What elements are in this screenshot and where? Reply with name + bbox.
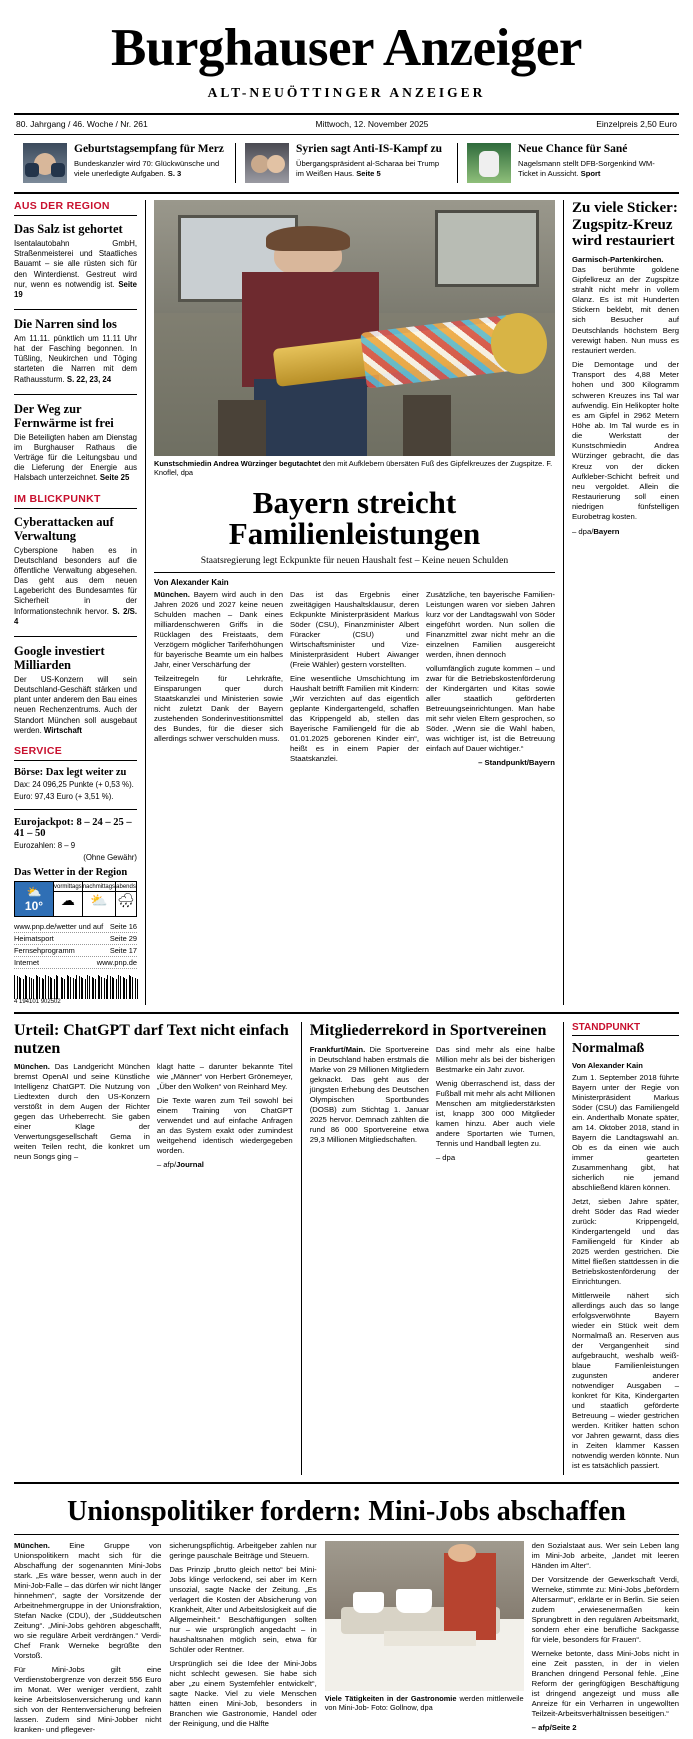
lead-photo [154, 200, 555, 456]
teaser-body [74, 159, 226, 178]
weather-temp-value: 10° [24, 899, 44, 914]
dateline [14, 115, 679, 134]
teaser-body-text: Übergangspräsident al-Scharaa bei Trump im Weißen Haus. [296, 158, 440, 178]
paragraph: Das Prinzip „brutto gleich netto“ bei Mini-Jobs klinge verlockend, sei aber im Kern unsozial, sagte Nacke der Zeitung. „Es verlagert die Kosten der Absicherung von Krankheit, Alter und Arbeitslosigkeit auf die Allgemeinheit.“ Beschäftigungen sollten nur – wie ursprünglich angedacht – in haushaltsnahen möglich sein, etwa für Schüler oder Rentner. [169, 1564, 317, 1654]
barcode [14, 975, 137, 999]
caption-rest: werden mittlerweile von Mini-Job- [324, 1693, 524, 1712]
standpunkt-byline: Von Alexander Kain [572, 1061, 643, 1071]
paragraph: München. Bayern wird auch in den Jahren 2026 und 2027 keine neuen Schulden machen – Dank eines milliardenschweren Griffs in die Rücklagen des Freistaats, dem Verzögern möglicher Tariferhöhungen für bayerische Beamte um ein halbes Jahr, einer Verschärfung der [154, 590, 283, 670]
page-title: Burghauser Anzeiger [111, 19, 582, 77]
teaser-item[interactable] [235, 143, 457, 183]
story-body [310, 1045, 555, 1163]
lead-byline: Von Alexander Kain [154, 578, 229, 588]
paragraph: Ursprünglich sei die Idee der Mini-Jobs nicht schlecht gewesen. Sie habe sich aber „zu einem Systemfehler entwickelt“, sagte Nacke. Viel zu viele Menschen hätten einen Mini-Job, besonders in Branchen wie Gastronomie, Handel oder der Reinigung, und die Hälfte [169, 1658, 317, 1728]
paragraph: Teilzeitregeln für Lehrkräfte, Einsparungen quer durch Staatskanzlei und Ministerien sowie nicht zuletzt Dank der Bayern zustehenden Sonderinvestitionsmittel des Bundes, für die dieser sich allerdings schwer verschulden muss. [154, 674, 283, 744]
link-page: www.pnp.de [96, 958, 137, 968]
weather-col-label: nachmittags [82, 884, 116, 891]
list-item[interactable] [14, 933, 137, 945]
masthead [14, 0, 679, 101]
lead-body-col2 [290, 590, 419, 772]
service-headline: Eurojackpot: 8 – 24 – 25 – 41 – 50 [14, 817, 132, 839]
bottom-body [14, 1541, 679, 1739]
story-sportvereine[interactable] [301, 1022, 555, 1475]
paragraph: München. Eine Gruppe von Unionspolitikern macht sich für die Abschaffung der sogenannten Mini-Jobs stark. „Es wäre besser, wenn auch in der Mini-Job-Falle – das dürfen wir nicht länger hinnehmen“, sagte der Vorsitzende der Arbeitnehmergruppe in der Unionsfraktion, Stefan Nacke (CDU), der „Süddeutschen Zeitung“. „Mini-Jobs gehören abgeschafft, wo sie reguläre Arbeit verdrängen.“ Verdi-Chef Frank Werneke begrüßte den Vorstoß. [14, 1540, 162, 1660]
paragraph: Für Mini-Jobs gilt eine Verdienstobergrenze von derzeit 556 Euro im Monat. Wer weniger verdient, zahlt keine Arbeitslosenversicherung und kann sich von der Rentenversicherung befreien lassen. Zudem sind Mini-Jobber nicht kranken- und pflegever- [14, 1664, 162, 1734]
teaser-body-text: Bundeskanzler wird 70: Glückwünsche und viele unerledigte Aufgaben. [74, 158, 220, 178]
brief-page-ref[interactable]: Seite 25 [99, 473, 130, 483]
link-label: Internet [14, 958, 40, 968]
link-page: Seite 16 [109, 922, 137, 932]
brief-page-ref[interactable]: Seite 19 [14, 279, 137, 299]
brief-body [14, 334, 137, 385]
dateline-issue: 80. Jahrgang / 46. Woche / Nr. 261 [16, 119, 148, 129]
teaser-strip [14, 135, 679, 192]
link-page: Seite 29 [109, 934, 137, 944]
link-page: Seite 17 [109, 946, 137, 956]
divider [14, 809, 137, 810]
standpunkt-column [563, 1022, 679, 1475]
links-list [14, 921, 137, 969]
weather-headline: Das Wetter in der Region [14, 867, 128, 879]
lead-subheadline: Staatsregierung legt Eckpunkte für neuen Haushalt fest – Keine neuen Schulden [200, 555, 509, 567]
lead-headline: Bayern streicht Familienleistungen [228, 484, 481, 552]
section-header-standpunkt: STANDPUNKT [572, 1022, 679, 1036]
brief-headline: Der Weg zur Fernwärme ist frei [14, 401, 114, 430]
paragraph: vollumfänglich zugute kommen – und zwar für die Betriebskostenförderung der Kindergärten und Kitas sowie aller staatlich geförderten Betreuungseinrichtungen. Man habe mit sehr vielen Eltern gesprochen, so Söder. „Wenn sie die Wahl haben, was wichtiger ist, ist die Betreuung einfach auf Dauer wichtiger.“ [426, 664, 555, 754]
teaser-body [296, 159, 448, 178]
teaser-thumbnail [467, 143, 511, 183]
teaser-body-text: Nagelsmann stellt DFB-Sorgenkind WM-Ticket in Aussicht. [518, 158, 655, 178]
paragraph: Zusätzliche, ten bayerische Familien-Leistungen waren vor sieben Jahren kurz vor der Landtagswahl von Söder eingeführt worden. Nun sollen die Finanzmittel zwar nicht mehr an die einzelnen Familien ausgereicht werden, ihnen dennoch [426, 590, 555, 660]
photo-credit: F. Knoflel, dpa [154, 459, 553, 478]
teaser-page-ref[interactable]: Seite 5 [356, 168, 381, 178]
link-label: www.pnp.de/wetter und auf [14, 922, 104, 932]
weather-widget[interactable] [14, 867, 137, 917]
brief-text: Am 11.11. pünktlich um 11.11 Uhr hat der Fasching begonnen. In Tüßling, Neukirchen und Töging starteten die Narren mit dem Rathaussturm. [14, 334, 137, 384]
secondary-stories [14, 1014, 679, 1475]
paragraph: – dpa/Bayern [572, 526, 620, 536]
divider [154, 572, 555, 573]
brief-item[interactable] [14, 402, 137, 484]
teaser-headline: Syrien sagt Anti-IS-Kampf zu [296, 143, 442, 155]
left-sidebar [14, 200, 146, 1005]
section-header-service: SERVICE [14, 745, 137, 761]
paragraph: – dpa [435, 1152, 456, 1162]
paragraph: Der Vorsitzende der Gewerkschaft Verdi, Werneke, stimmte zu: Mini-Jobs „befördern Altersarmut“, erklärte er in Berlin. Sie seien zudem „erwiesenermaßen kein Sprungbrett in den regulären Arbeitsmarkt, sondern eher eine berufliche Sackgasse für viele, besonders für Frauen“. [531, 1574, 680, 1644]
lead-photo-wrap [154, 200, 555, 478]
brief-headline: Das Salz ist gehortet [14, 222, 123, 236]
brief-item[interactable] [14, 317, 137, 385]
teaser-headline: Geburtstagsempfang für Merz [74, 143, 224, 155]
photo-credit: Foto: Gollnow, dpa [371, 1703, 433, 1712]
service-line: Eurozahlen: 8 – 9 [14, 841, 76, 850]
paragraph: den Sozialstaat aus. Wer sein Leben lang im Mini-Job arbeite, „landet mit leeren Händen im Alter“. [531, 1540, 680, 1570]
weather-col-label: abends [116, 884, 136, 891]
link-label: Heimatsport [14, 934, 54, 944]
caption-bold: Kunstschmiedin Andrea Würzinger begutachtet [154, 459, 321, 468]
section-header-region: AUS DER REGION [14, 200, 137, 216]
bottom-story [14, 1484, 679, 1738]
lead-story [146, 200, 563, 1005]
link-label: Fernsehprogramm [14, 946, 75, 956]
service-item-eurojackpot[interactable] [14, 817, 137, 863]
brief-body [14, 675, 137, 736]
divider [14, 394, 137, 395]
barcode-number: 4 194101 902502 [14, 999, 61, 1006]
caption-rest: den mit Aufklebern übersäten Fuß des Gipfelkreuzes der Zugspitze. [320, 459, 545, 468]
bottom-photo [325, 1541, 524, 1691]
paragraph: Die Texte waren zum Teil sowohl bei einem Training von ChatGPT verwendet und auf einfache Anfragen an das System exakt oder zumindest weitgehend identisch wiedergegeben worden. [156, 1095, 293, 1155]
story-headline: Urteil: ChatGPT darf Text nicht einfach nutzen [14, 1022, 289, 1057]
paragraph: München. Das Landgericht München bremst OpenAI und seine Künstliche Intelligenz ChatGPT. Die Nutzung von Liedtexten durch den US-Konzern verstößt in dem Augen der Richter gegen das Urheberrecht. Sie gaben einer Klage der Verwertungsgesellschaft Gema in weiten Teilen recht, die konkret um neun Songs ging – [14, 1061, 150, 1161]
teaser-item[interactable] [14, 143, 235, 183]
paragraph: Mittlerweile nähert sich allerdings auch das so lange erfolgsverwöhnte Bayern wieder ein Stück weit dem Normalmaß an. Reserven aus der Vergangenheit sind aufgebraucht, weshalb weiß-blaue Familienleistungen zugunsten anderer notwendiger Ausgaben – konkret für Kita, Kindergarten und staatlich geförderte Betreuung – wieder gestrichen werden. Kritiker hatten schon vor Jahren gewarnt, dass dies in Zeiten klammer Kassen notwendig werden könnte. Nun ist es tatsächlich passiert. [572, 1291, 679, 1471]
main-content [14, 194, 679, 1005]
masthead-subtitle: ALT-NEUÖTTINGER ANZEIGER [207, 85, 486, 100]
weather-col-evening [115, 882, 136, 916]
sun-cloud-icon: ⛅ [26, 885, 42, 900]
story-body [14, 1062, 293, 1170]
teaser-thumbnail [23, 143, 67, 183]
brief-page-ref[interactable]: S. 22, 23, 24 [66, 374, 112, 384]
divider [14, 636, 137, 637]
paragraph: Zum 1. September 2018 führte Bayern unter der Regie von Ministerpräsident Markus Söder (CSU) das Familiengeld ein. Anderthalb Monate später, am 14. Oktober 2018, stand in Bayern die Landtagswahl an. Ob es da einen wie auch immer gearteten Zusammenhang gibt, hat sicherlich nie jemand abschließend klären können. [572, 1073, 679, 1193]
brief-body [14, 546, 137, 627]
lead-body [154, 590, 555, 772]
teaser-page-ref[interactable]: S. 3 [167, 168, 182, 178]
paragraph: Eine wesentliche Umschichtung im Haushalt betrifft Familien mit Kindern: „Wir verzichten auf das eigentlich geplante Kindergartengeld, schaffen das Krippengeld ab, stellen das Bayerische Familiengeld für die ab 01.01.2025 geborenen Kinder ein“, heißt es in einem Papier der Staatskanzlei. [290, 674, 419, 764]
brief-headline: Google investiert Milliarden [14, 643, 105, 672]
divider [14, 309, 137, 310]
cloud-icon: ☁ [60, 892, 75, 909]
paragraph: Werneke betonte, dass Mini-Jobs nicht in eine Zeit passten, in der in vielen Branchen dringend Personal fehle. „Eine Reform der geringfügigen Beschäftigung ist dringend angezeigt und muss alle Anreize für ein Verharren in ungewollten Teilzeit-Arbeitsverhältnissen beseitigen.“ [531, 1648, 680, 1718]
caption-bold: Viele Tätigkeiten in der Gastronomie [324, 1693, 457, 1703]
teaser-page-ref[interactable]: Sport [580, 168, 601, 178]
brief-body [14, 239, 137, 300]
bottom-photo-caption [325, 1691, 524, 1713]
sidebar-story-headline: Zu viele Sticker: Zugspitz-Kreuz wird restauriert [572, 200, 678, 249]
standpunkt-body [572, 1073, 679, 1471]
brief-page-ref[interactable]: S. 2/S. 4 [14, 606, 138, 626]
paragraph: sicherungspflichtig. Arbeitgeber zahlen nur geringe pauschale Beiträge und Steuern. [169, 1540, 317, 1560]
bottom-headline: Unionspolitiker fordern: Mini-Jobs abschaffen [67, 1496, 626, 1528]
brief-text: Die Beteiligten haben am Dienstag im Burghauser Rathaus die Verträge für die Leitungsbau und die Lieferung der Energie aus Halsbach unterzeichnet. [14, 432, 137, 483]
paragraph: Wenig überraschend ist, dass der Fußball mit mehr als acht Millionen Menschen am mitgliederstärksten ist, knapp 300 000 Mitglieder kamen hinzu. Aber auch viele andere Sportarten wie Turnen, Tennis und Handball legten zu. [435, 1078, 555, 1148]
paragraph: – afp/Journal [156, 1159, 204, 1169]
brief-page-ref[interactable]: Wirtschaft [43, 725, 82, 735]
standpunkt-headline: Normalmaß [572, 1041, 645, 1057]
list-item[interactable] [14, 945, 137, 957]
paragraph: Jetzt, sieben Jahre später, dreht Söder das Rad wieder zurück: Krippengeld, Kindergartengeld und das Familiengeld für Kinder ab 2025 werden gestrichen. Die Mittel fließen stattdessen in die Betriebskostenförderung der Einrichtungen. [572, 1197, 679, 1287]
paragraph: – afp/Seite 2 [531, 1722, 577, 1732]
weather-col-label: vormittags [54, 884, 82, 891]
service-line: Dax: 24 096,25 Punkte (+ 0,53 %). [14, 779, 134, 789]
lead-body-col1 [154, 590, 283, 772]
story-headline: Mitgliederrekord in Sportvereinen [309, 1022, 547, 1040]
weather-col-morning [53, 882, 82, 916]
teaser-headline: Neue Chance für Sané [518, 143, 628, 155]
list-item[interactable] [14, 957, 137, 969]
list-item[interactable] [14, 921, 137, 933]
teaser-thumbnail [245, 143, 289, 183]
right-sidebar [563, 200, 679, 1005]
brief-headline: Cyberattacken auf Verwaltung [14, 514, 114, 543]
sidebar-story-body [572, 255, 679, 537]
weather-temperature [15, 882, 53, 916]
weather-col-afternoon [82, 882, 115, 916]
brief-text: Cyberspione haben es in Deutschland besonders auf die öffentliche Verwaltung abgesehen. Das geht aus dem neuen Lagebericht des Bundesamtes für Sicherheit in der Informationstechnik hervor. [14, 545, 137, 616]
brief-item[interactable] [14, 515, 137, 627]
lead-photo-caption [154, 456, 555, 478]
bottom-col2 [169, 1541, 316, 1739]
brief-item[interactable] [14, 644, 137, 736]
paragraph: Die Demontage und der Transport des 4,88 Meter hohen und 300 Kilogramm schweren Kreuzes ins Tal war aufwendig. Ein Helikopter holte es am Gipfel in 2962 Metern Höhe ab. Im Tal wurde es in die Werkstatt der Kunstschmiedin Andrea Würzinger gebracht, die das Kreuz von der dicken Aufkleber-Schicht befreit und neu vergoldet. Allein die Restaurierung soll einen niedrigen fünfstelligen Eurobetrag kosten. [572, 360, 679, 522]
brief-text: Der US-Konzern will sein Deutschland-Geschäft stärken und plant unter anderem den Bau eines neuen Rechenzentrums. Auch der Standort München soll ausgebaut werden. [14, 675, 137, 735]
brief-text: Isentalautobahn GmbH, Straßenmeisterei und Staatliches Bauamt – sie alle rüsten sich für den Winterdienst. Gestreut wird nur, wenn es notwendig ist. [14, 239, 137, 289]
service-line: Euro: 97,43 Euro (+ 3,51 %). [14, 791, 114, 801]
section-header-blickpunkt: IM BLICKPUNKT [14, 493, 137, 509]
bottom-photo-col [325, 1541, 524, 1739]
divider [14, 1534, 679, 1535]
cloud-rain-icon: 🌧 [117, 892, 135, 909]
teaser-item[interactable] [457, 143, 679, 183]
dateline-date: Mittwoch, 12. November 2025 [315, 119, 429, 129]
paragraph: Frankfurt/Main. Die Sportvereine in Deutschland haben erstmals die Marke von 29 Millionen Mitgliedern geknackt. Das geht aus der jüngsten Erhebung des Deutschen Olympischen Sportbundes (DOSB) zum Stichtag 1. Januar 2025 hervor. Demnach zählten die rund 86 000 Sportvereine etwa 29,3 Millionen Mitgliedschaften. [309, 1044, 429, 1144]
dateline-price: Einzelpreis 2,50 Euro [596, 119, 677, 129]
story-chatgpt[interactable] [14, 1022, 293, 1475]
bottom-col1 [14, 1541, 161, 1739]
brief-item[interactable] [14, 222, 137, 300]
paragraph: Garmisch-Partenkirchen. Das berühmte goldene Gipfelkreuz an der Zugspitze strahlt nicht mehr in vollem Glanz. Es ist mit Hunderten Stickern beklebt, mit denen sich Besucher auf Deutschlands höchstem Berg verewigt haben. Nun muss es restauriert werden. [572, 254, 679, 355]
paragraph: Das sind mehr als eine halbe Million mehr als bei der bisherigen Bestmarke ein Jahr zuvor. [435, 1044, 555, 1074]
paragraph: Das ist das Ergebnis einer zweitägigen Haushaltsklausur, deren Eckpunkte Ministerpräsident Markus Söder (CSU), Finanzminister Albert Füracker (CSU) und Wirtschaftsminister und Vize-Ministerpräsident Hubert Aiwanger (Freie Wähler) gestern vorstellten. [290, 590, 419, 670]
service-line: (Ohne Gewähr) [83, 853, 137, 863]
bottom-col3 [532, 1541, 679, 1739]
weather-grid [14, 881, 137, 917]
paragraph: klagt hatte – darunter bekannte Titel wie „Männer“ von Herbert Grönemeyer, „Über den Wolken“ von Reinhard Mey. [156, 1061, 293, 1091]
brief-body [14, 433, 137, 484]
service-headline: Börse: Dax legt weiter zu [14, 766, 127, 778]
paragraph: – Standpunkt/Bayern [478, 758, 555, 768]
lead-body-col3 [426, 590, 555, 772]
service-item-boerse[interactable] [14, 767, 137, 802]
sun-cloud-icon: ⛅ [90, 892, 108, 909]
teaser-body [518, 159, 670, 178]
brief-headline: Die Narren sind los [14, 316, 117, 331]
